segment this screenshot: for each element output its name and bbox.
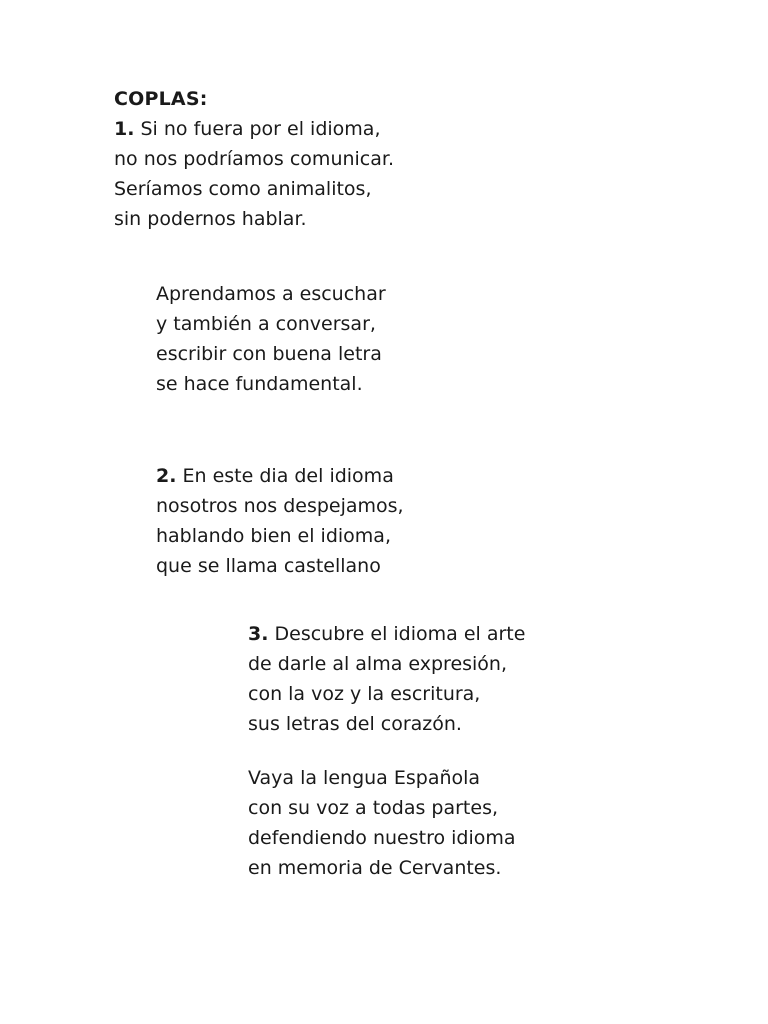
stanza-line-text: En este dia del idioma (182, 465, 394, 487)
stanza-2 (156, 461, 404, 581)
stanza-line: Vaya la lengua Española (248, 767, 481, 789)
stanza-line: hablando bien el idioma, (156, 525, 391, 547)
stanza-1 (114, 114, 394, 234)
stanza-line: Seríamos como animalitos, (114, 178, 372, 200)
stanza-line: con su voz a todas partes, (248, 797, 499, 819)
stanza-line: no nos podríamos comunicar. (114, 148, 394, 170)
stanza-line: nosotros nos despejamos, (156, 495, 404, 517)
stanza-line: Aprendamos a escuchar (156, 283, 386, 305)
stanza-line (248, 619, 525, 649)
stanza-number: 1. (114, 118, 135, 140)
stanza-number: 2. (156, 465, 177, 487)
stanza-line: de darle al alma expresión, (248, 653, 508, 675)
document-heading: COPLAS: (114, 88, 208, 110)
stanza-3-continued (248, 763, 516, 883)
stanza-line: sin podernos hablar. (114, 208, 307, 230)
stanza-line: se hace fundamental. (156, 373, 363, 395)
stanza-line-text: Si no fuera por el idioma, (140, 118, 381, 140)
stanza-1-continued (156, 279, 386, 399)
stanza-line: defendiendo nuestro idioma (248, 827, 516, 849)
stanza-line-text: Descubre el idioma el arte (274, 623, 526, 645)
stanza-line: escribir con buena letra (156, 343, 382, 365)
stanza-number: 3. (248, 623, 269, 645)
stanza-line (156, 461, 404, 491)
stanza-line (114, 114, 394, 144)
stanza-line: y también a conversar, (156, 313, 376, 335)
stanza-line: que se llama castellano (156, 555, 381, 577)
stanza-line: sus letras del corazón. (248, 713, 462, 735)
stanza-line: en memoria de Cervantes. (248, 857, 502, 879)
stanza-3 (248, 619, 525, 739)
stanza-line: con la voz y la escritura, (248, 683, 481, 705)
